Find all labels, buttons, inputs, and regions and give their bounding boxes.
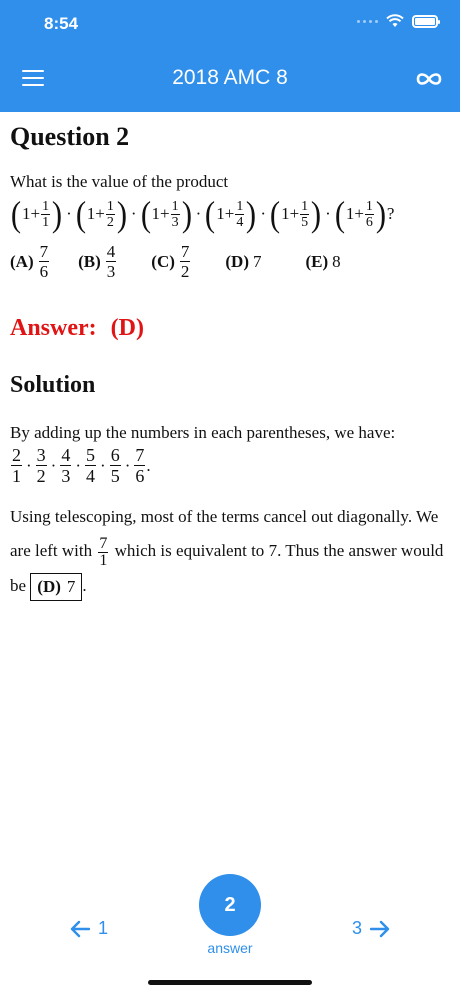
question-content: [10, 112, 450, 603]
product-term: ( 1+ $\frac{1}{5}$ ): [269, 194, 322, 234]
chain-fraction: $\frac{2}{1}$: [12, 445, 21, 486]
signal-icon: [357, 20, 378, 23]
choice-c: (C) $\frac{7}{2}$: [151, 242, 190, 281]
solution-paragraph-1: By adding up the numbers in each parentheses, we have:: [10, 423, 396, 442]
question-text: What is the value of the product: [10, 172, 229, 191]
solution-title: Solution: [10, 372, 96, 398]
battery-icon: [412, 15, 438, 28]
product-term: ( 1+ $\frac{1}{3}$ ): [140, 194, 192, 234]
choice-e: (E) 8: [305, 251, 341, 271]
page-title: 2018 AMC 8: [172, 66, 288, 89]
arrow-right-icon: [370, 920, 390, 938]
current-question-button[interactable]: [199, 874, 261, 936]
product-term: ( 1+ $\frac{1}{2}$ ): [75, 194, 127, 234]
product-term: ( 1+ $\frac{1}{6}$ ): [334, 194, 387, 234]
choice-a: (A) $\frac{7}{6}$: [10, 242, 49, 281]
next-question-number: 3: [351, 918, 362, 938]
remaining-fraction: $\frac{7}{1}$: [99, 534, 108, 569]
status-icons: [357, 14, 438, 28]
product-term: ( 1+ $\frac{1}{1}$ ): [10, 194, 63, 234]
product-expression: ( 1+ $\frac{1}{1}$ ) · ( 1+ $\frac{1}{2}$ ) · ( 1+ $\frac{1}{3}$ ) · ( 1+ $\frac{1}{4}$ ) · ( 1+ $\frac{1}{5}$ ) · ( 1+ $\frac{1}{6}$ ) ?: [10, 194, 395, 234]
chain-fraction: $\frac{6}{5}$: [110, 445, 120, 486]
arrow-left-icon: [70, 920, 90, 938]
previous-question-button[interactable]: [70, 918, 108, 939]
chain-fraction: $\frac{5}{4}$: [86, 445, 96, 486]
status-time: 8:54: [44, 14, 79, 33]
answer-line: [10, 315, 450, 342]
next-question-button[interactable]: [352, 918, 390, 939]
solution-fraction-chain: $\frac{2}{1}$ · $\frac{3}{2}$ · $\frac{4}{3}$ · $\frac{5}{4}$ · $\frac{6}{5}$ · $\frac{7}{6}$ .: [12, 445, 151, 486]
chain-fraction: $\frac{3}{2}$: [36, 445, 46, 486]
solution-paragraph-2: Using telescoping, most of the terms cancel out diagonally. We are left with $\frac{7}{1}$ which is equivalent to 7. Thus the answer would be (D) 7 .: [10, 500, 450, 603]
question-title: Question 2: [10, 122, 130, 151]
current-question-caption: answer: [207, 940, 253, 956]
product-term: ( 1+ $\frac{1}{4}$ ): [205, 194, 257, 234]
home-indicator: [148, 980, 312, 985]
choice-d: (D) 7: [225, 251, 262, 271]
wifi-icon: [386, 14, 404, 28]
current-question-number: 2: [224, 893, 236, 916]
answer-letter: (D): [110, 315, 144, 341]
previous-question-number: 1: [98, 918, 109, 938]
chain-fraction: $\frac{7}{6}$: [135, 445, 145, 486]
boxed-answer: (D) 7: [30, 573, 82, 601]
choice-b: (B) $\frac{4}{3}$: [78, 242, 116, 281]
infinity-icon[interactable]: [414, 68, 444, 90]
answer-choices: [10, 242, 450, 281]
chain-fraction: $\frac{4}{3}$: [61, 445, 71, 486]
top-bar: [0, 0, 460, 112]
answer-prefix: Answer:: [10, 315, 97, 341]
